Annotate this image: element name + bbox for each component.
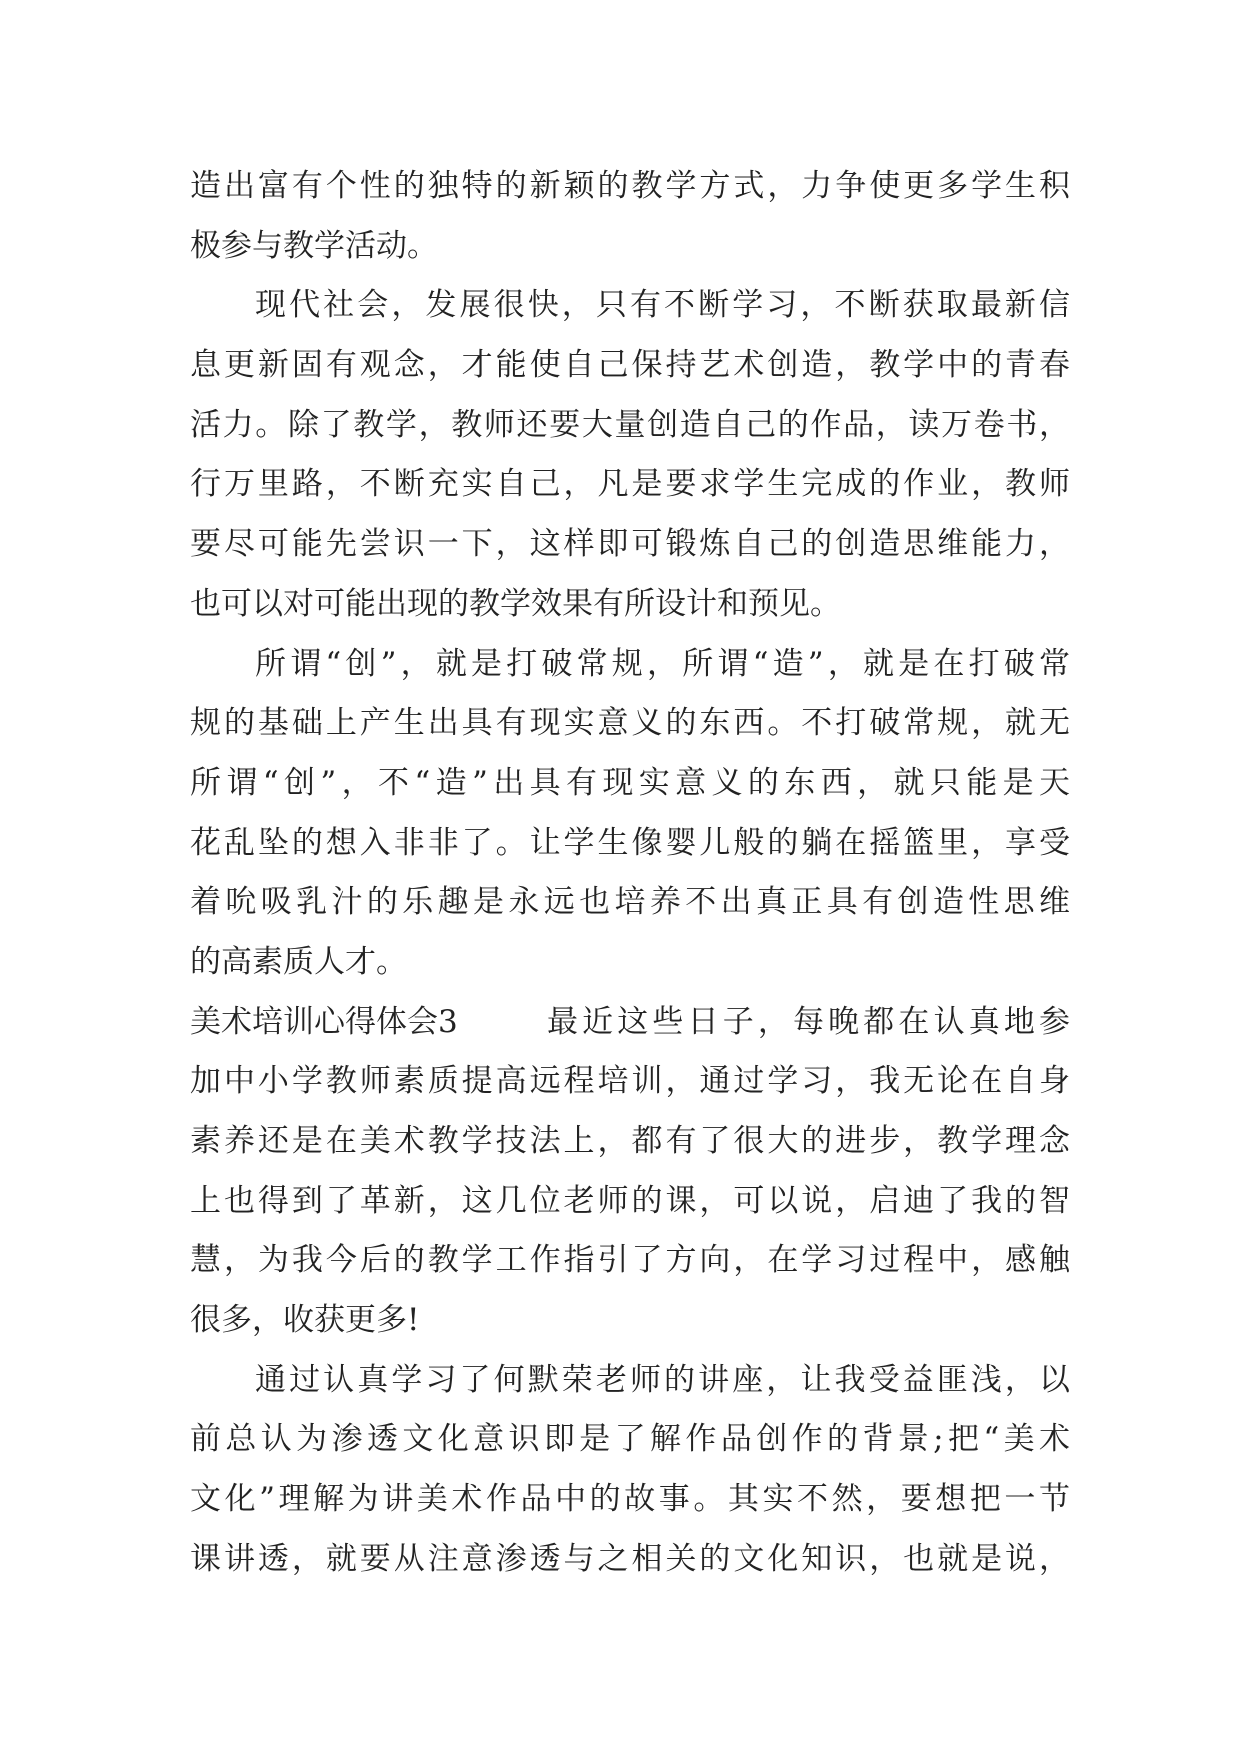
text-line: 花乱坠的想入非非了。让学生像婴儿般的躺在摇篮里，享受 — [190, 824, 1070, 861]
document-body — [190, 157, 1070, 1590]
text-line: 文化”理解为讲美术作品中的故事。其实不然，要想把一节 — [190, 1481, 1070, 1518]
text-line: 也可以对可能出现的教学效果有所设计和预见。 — [190, 585, 841, 622]
text-line: 素养还是在美术教学技法上，都有了很大的进步，教学理念 — [190, 1123, 1070, 1159]
section-title: 美术培训心得体会3 — [190, 1003, 458, 1040]
text-line: 加中小学教师素质提高远程培训，通过学习，我无论在自身 — [190, 1063, 1070, 1100]
text-line: 很多，收获更多! — [190, 1302, 420, 1339]
text-line: 行万里路，不断充实自己，凡是要求学生完成的作业，教师 — [190, 466, 1070, 503]
paragraph-first-line: 通过认真学习了何默荣老师的讲座，让我受益匪浅，以 — [255, 1361, 1070, 1398]
text-line: 前总认为渗透文化意识即是了解作品创作的背景;把“美术 — [190, 1421, 1070, 1458]
text-line: 着吮吸乳汁的乐趣是永远也培养不出真正具有创造性思维 — [190, 884, 1070, 921]
section-heading-line — [190, 993, 1070, 1053]
text-line: 活力。除了教学，教师还要大量创造自己的作品，读万卷书， — [190, 406, 1070, 443]
text-line: 所谓“创”，不“造”出具有现实意义的东西，就只能是天 — [190, 764, 1070, 801]
text-line: 规的基础上产生出具有现实意义的东西。不打破常规，就无 — [190, 705, 1070, 742]
text-line: 慧，为我今后的教学工作指引了方向，在学习过程中，感触 — [190, 1242, 1070, 1279]
paragraph-first-line: 所谓“创”，就是打破常规，所谓“造”，就是在打破常 — [255, 645, 1070, 682]
text-line: 上也得到了革新，这几位老师的课，可以说，启迪了我的智 — [190, 1182, 1070, 1219]
text-line: 课讲透，就要从注意渗透与之相关的文化知识，也就是说， — [190, 1540, 1070, 1577]
paragraph-first-line: 现代社会，发展很快，只有不断学习，不断获取最新信 — [255, 287, 1070, 324]
text-line: 息更新固有观念，才能使自己保持艺术创造，教学中的青春 — [190, 347, 1070, 384]
text-line: 要尽可能先尝识一下，这样即可锻炼自己的创造思维能力， — [190, 526, 1070, 563]
text-line: 的高素质人才。 — [190, 943, 407, 980]
text-line: 造出富有个性的独特的新颖的教学方式，力争使更多学生积 — [190, 168, 1070, 204]
text-line: 极参与教学活动。 — [190, 227, 438, 264]
section-intro-text: 最近这些日子，每晚都在认真地参 — [547, 1003, 1070, 1040]
